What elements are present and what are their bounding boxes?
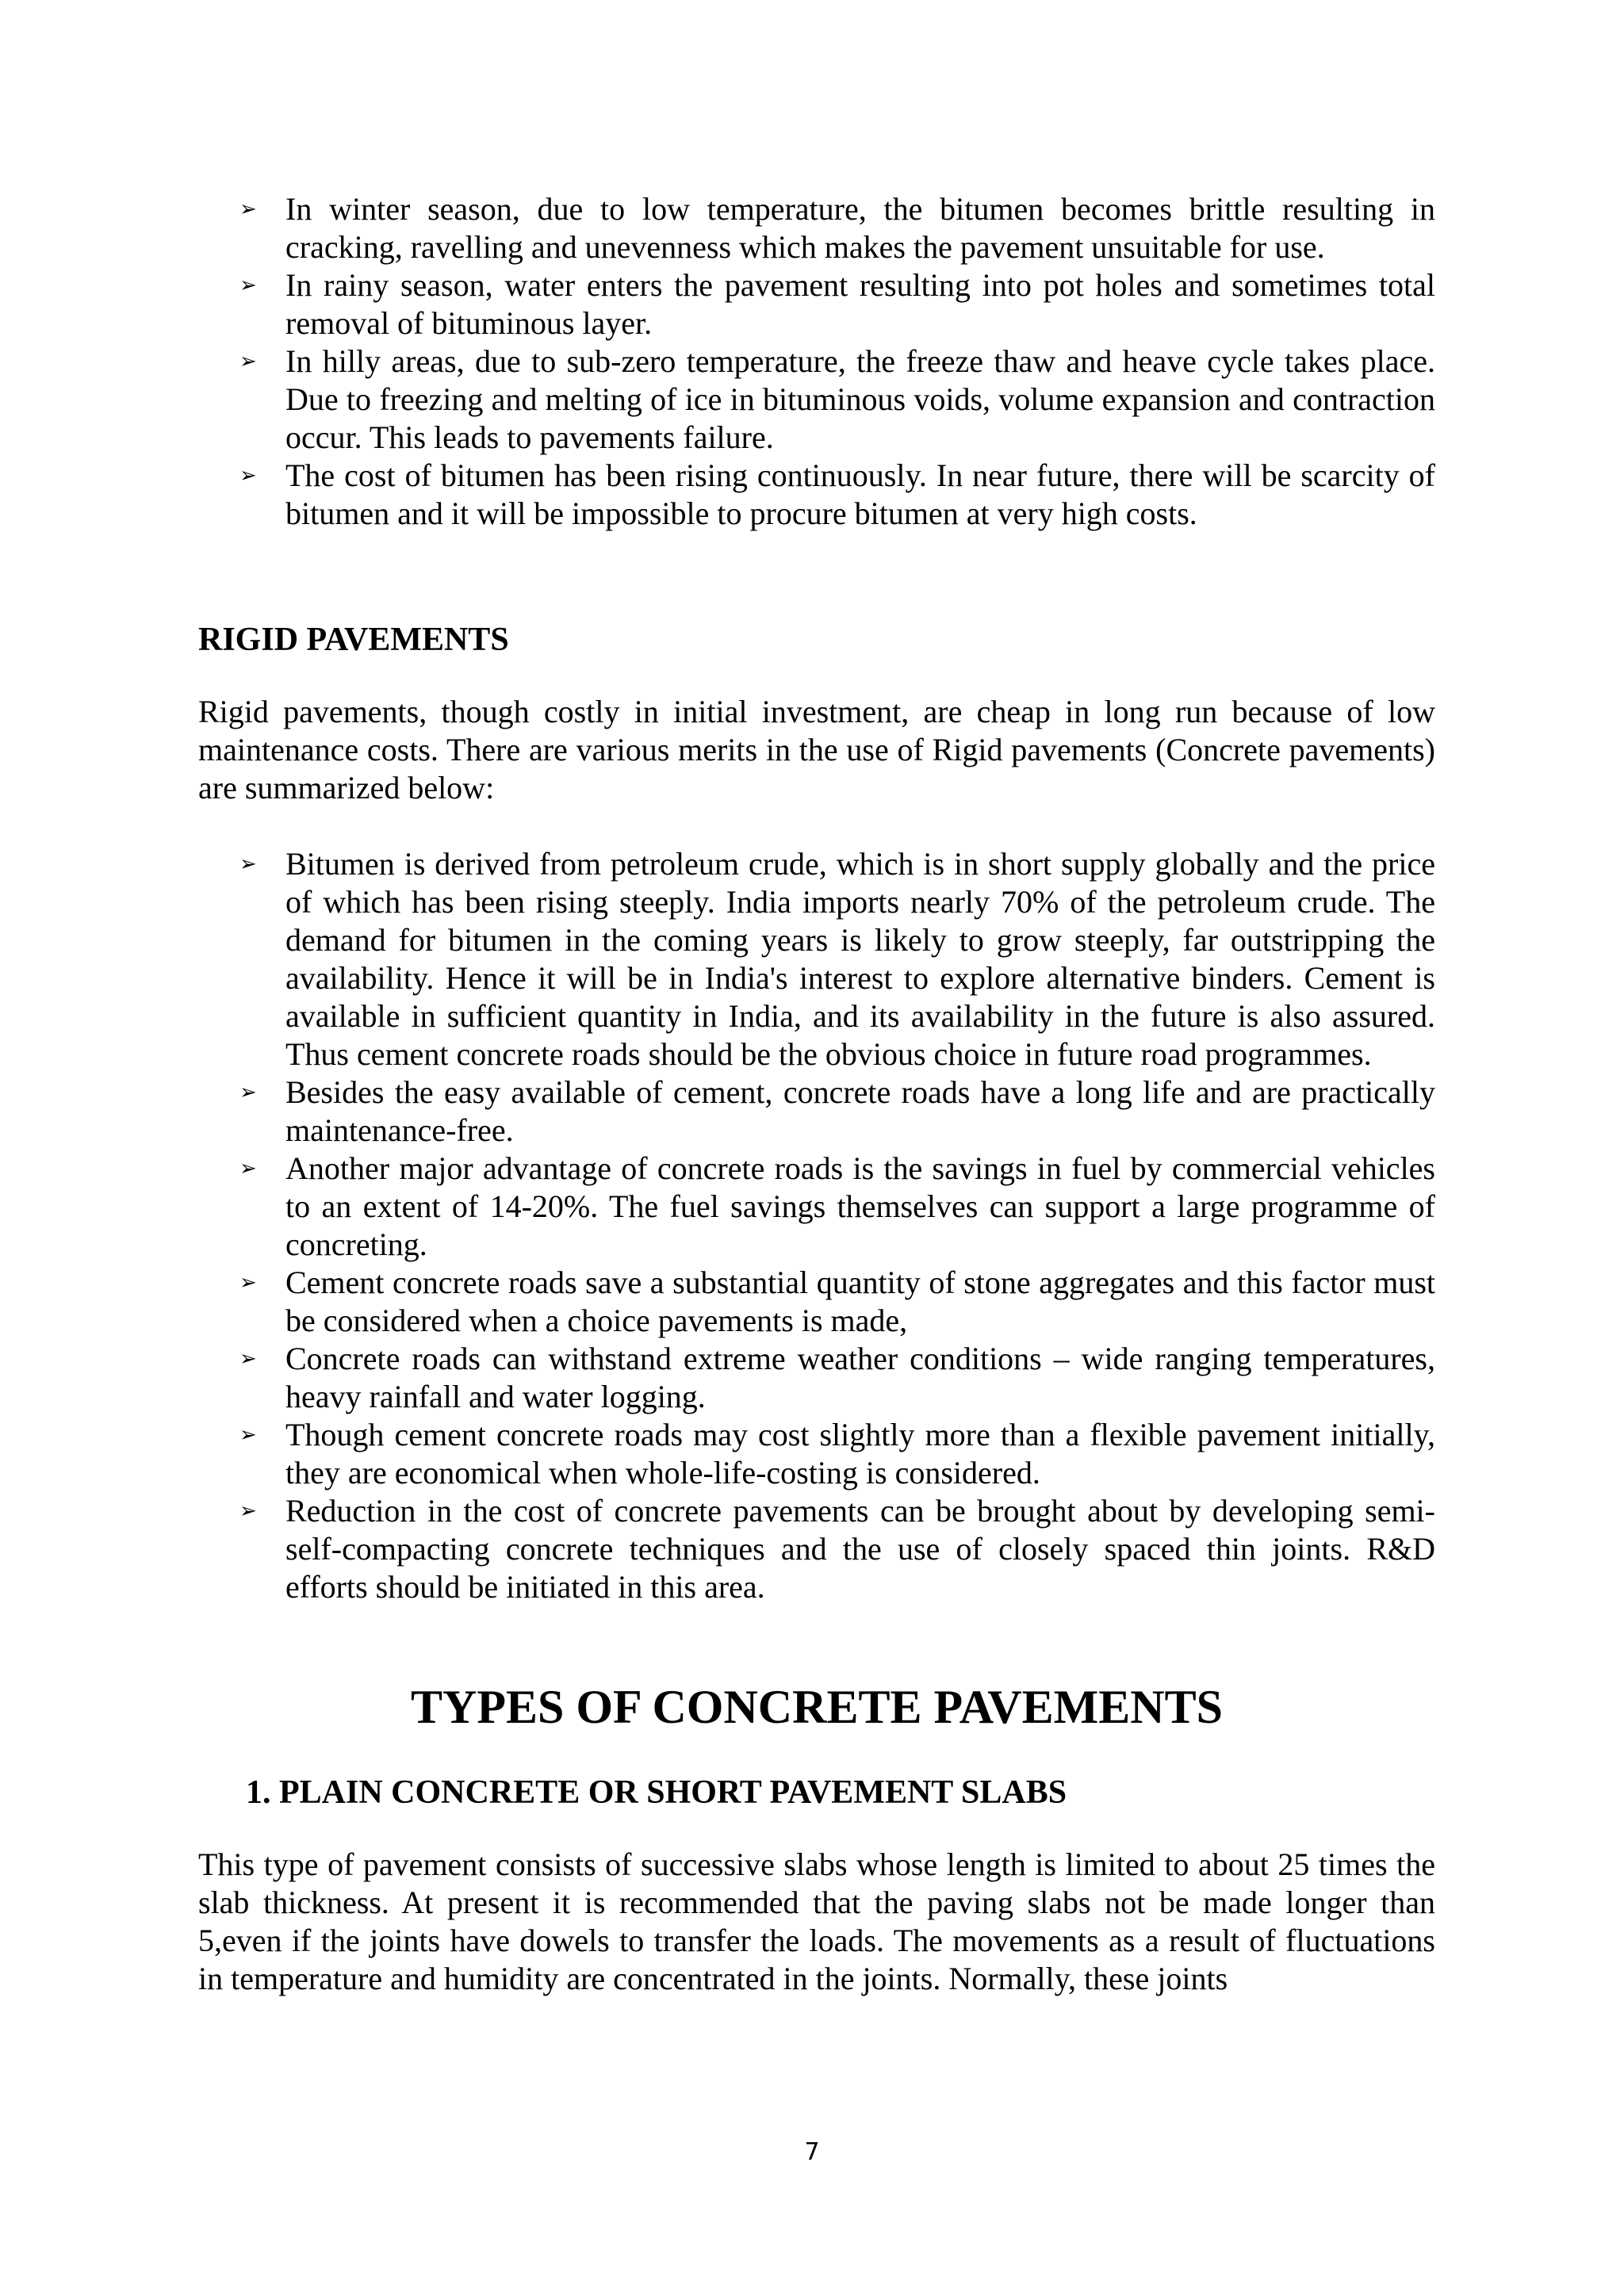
arrow-bullet-icon: ➢ <box>239 1499 257 1523</box>
arrow-bullet-icon: ➢ <box>239 1157 257 1181</box>
arrow-bullet-icon: ➢ <box>239 1271 257 1295</box>
list-item <box>198 190 1435 266</box>
list-item-text: Bitumen is derived from petroleum crude, which is in short supply globally and the price of which has been rising steeply. India imports nearly 70% of the petroleum crude. The demand for bitumen in the coming years is likely to grow steeply, far outstripping the availability. Hence it will be in India's interest to explore alternative binders. Cement is available in sufficient quantity in India, and its availability in the future is also assured. Thus cement concrete roads should be the obvious choice in future road programmes. <box>285 846 1435 1072</box>
arrow-bullet-icon: ➢ <box>239 1423 257 1447</box>
page-content <box>198 190 1435 1998</box>
list-item-text: Cement concrete roads save a substantial quantity of stone aggregates and this factor must be considered when a choice pavements is made, <box>285 1265 1435 1338</box>
list-item-text: Another major advantage of concrete roads is the savings in fuel by commercial vehicles to an extent of 14-20%. The fuel savings themselves can support a large programme of concreting. <box>285 1150 1435 1262</box>
list-item <box>198 1150 1435 1264</box>
list-item <box>198 266 1435 342</box>
list-item-text: Concrete roads can withstand extreme weather conditions – wide ranging temperatures, heavy rainfall and water logging. <box>285 1341 1435 1414</box>
list-item <box>198 1264 1435 1340</box>
arrow-bullet-icon: ➢ <box>239 350 257 373</box>
page-number: 7 <box>804 2138 820 2166</box>
list-item-text: The cost of bitumen has been rising continuously. In near future, there will be scarcity of bitumen and it will be impossible to procure bitumen at very high costs. <box>285 457 1435 531</box>
list-item <box>198 845 1435 1073</box>
rigid-merits-list <box>198 845 1435 1606</box>
arrow-bullet-icon: ➢ <box>239 274 257 297</box>
list-item <box>198 342 1435 457</box>
types-of-concrete-pavements-title: TYPES OF CONCRETE PAVEMENTS <box>410 1681 1224 1733</box>
rigid-pavements-heading: RIGID PAVEMENTS <box>198 622 509 658</box>
list-item-text: In rainy season, water enters the pavement resulting into pot holes and sometimes total removal of bituminous layer. <box>285 267 1435 341</box>
arrow-bullet-icon: ➢ <box>239 1347 257 1371</box>
top-bullet-list <box>198 190 1435 533</box>
rigid-intro-paragraph: Rigid pavements, though costly in initial investment, are cheap in long run because of low maintenance costs. There are various merits in the use of Rigid pavements (Concrete pavements) are summarized below: <box>198 694 1435 806</box>
arrow-bullet-icon: ➢ <box>239 464 257 488</box>
plain-concrete-paragraph: This type of pavement consists of successive slabs whose length is limited to about 25 times the slab thickness. At present it is recommended that the paving slabs not be made longer than 5,even if the joints have dowels to transfer the loads. The movements as a result of fluctuations in temperature and humidity are concentrated in the joints. Normally, these joints <box>198 1846 1435 1996</box>
arrow-bullet-icon: ➢ <box>239 852 257 876</box>
list-item-text: Besides the easy available of cement, concrete roads have a long life and are practically maintenance-free. <box>285 1074 1435 1148</box>
arrow-bullet-icon: ➢ <box>239 197 257 221</box>
list-item <box>198 1073 1435 1150</box>
arrow-bullet-icon: ➢ <box>239 1081 257 1104</box>
list-item-text: Though cement concrete roads may cost slightly more than a flexible pavement initially, they are economical when whole-life-costing is considered. <box>285 1417 1435 1490</box>
list-item-text: In winter season, due to low temperature, the bitumen becomes brittle resulting in cracking, ravelling and unevenness which makes the pavement unsuitable for use. <box>285 191 1435 265</box>
list-item-text: In hilly areas, due to sub-zero temperature, the freeze thaw and heave cycle takes place. Due to freezing and melting of ice in bituminous voids, volume expansion and contraction occur. This leads to pavements failure. <box>285 343 1435 455</box>
list-item <box>198 457 1435 533</box>
list-item <box>198 1492 1435 1606</box>
list-item <box>198 1340 1435 1416</box>
list-item <box>198 1416 1435 1492</box>
plain-concrete-subheading: 1. PLAIN CONCRETE OR SHORT PAVEMENT SLABS <box>246 1774 1067 1811</box>
list-item-text: Reduction in the cost of concrete pavements can be brought about by developing semi-self-compacting concrete techniques and the use of closely spaced thin joints. R&D efforts should be initiated in this area. <box>285 1493 1435 1605</box>
